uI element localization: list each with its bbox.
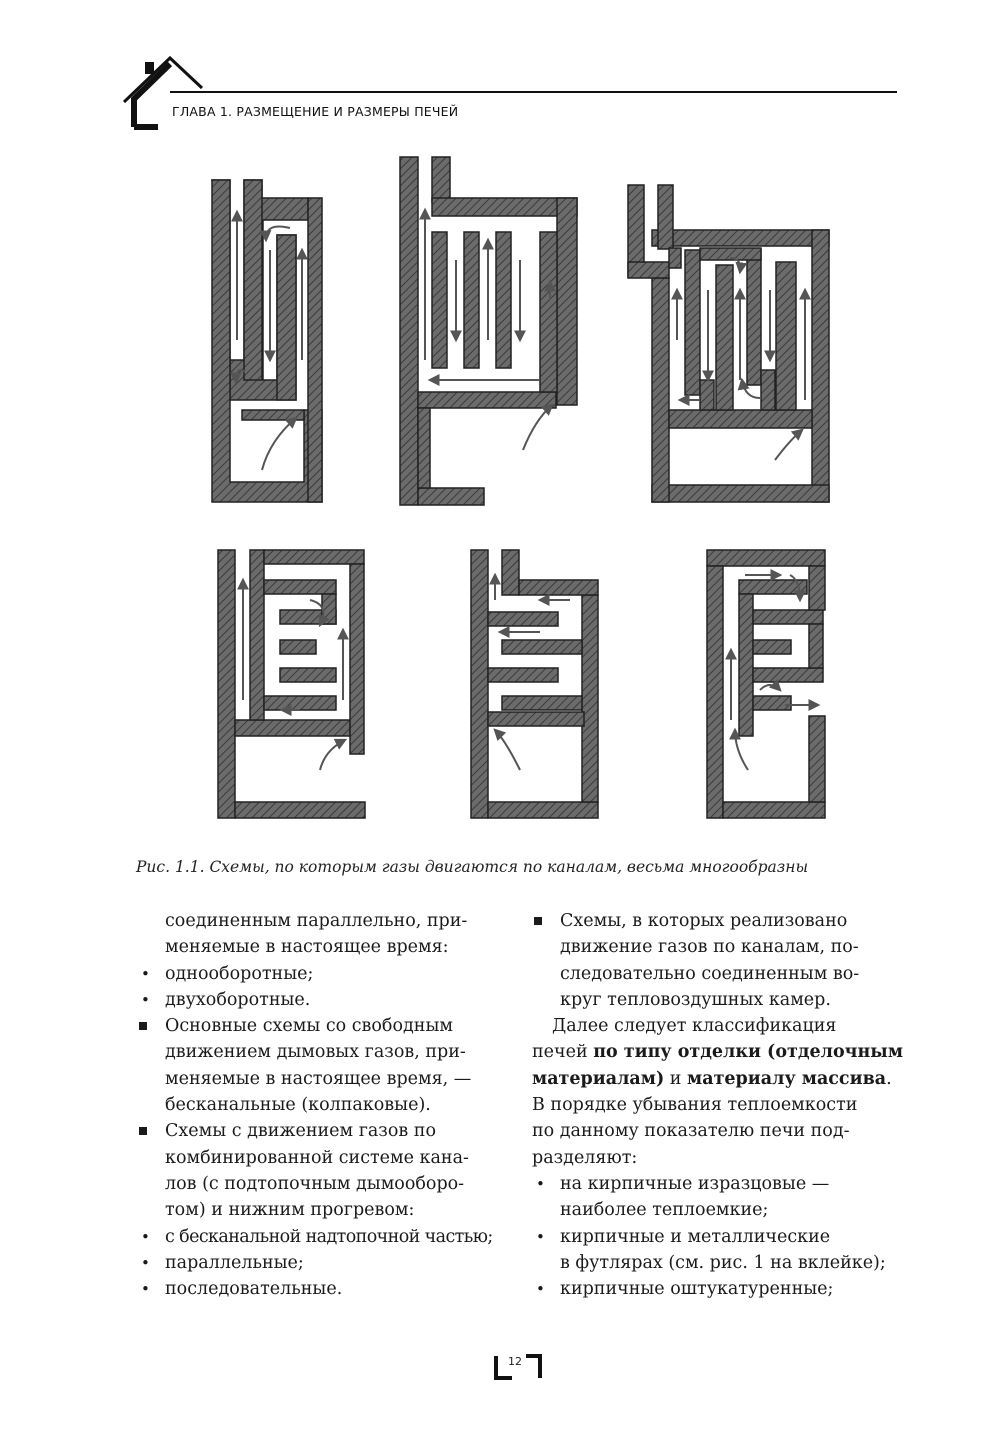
bullet-dot-icon: • xyxy=(141,990,150,1009)
list-item xyxy=(137,1092,507,1118)
text-line: меняемые в настоящее время, — xyxy=(165,1068,472,1089)
text-line: движением дымовых газов, при- xyxy=(165,1042,466,1063)
bullet-square-icon xyxy=(534,917,542,925)
text-line: следовательно соединенным во- xyxy=(560,963,860,984)
bullet-dot-icon: • xyxy=(141,1280,150,1299)
bold-text: материалу массива xyxy=(687,1068,887,1089)
bullet-dot-icon: • xyxy=(536,1174,545,1193)
list-item xyxy=(137,908,507,934)
figure-caption: Рис. 1.1. Схемы, по которым газы двигаются по каналам, весьма многообразны xyxy=(136,858,809,876)
bullet-dot-icon: • xyxy=(536,1227,545,1246)
list-item xyxy=(532,1224,912,1250)
text-line: комбинированной системе кана- xyxy=(165,1147,469,1168)
text-line: лов (с подтопочным дымооборо- xyxy=(165,1173,465,1194)
paragraph-first-line: Далее следует классификация xyxy=(552,1016,837,1037)
text-line: кирпичные оштукатуренные; xyxy=(560,1279,834,1300)
bullet-dot-icon: • xyxy=(141,964,150,983)
text-line: том) и нижним прогревом: xyxy=(165,1200,415,1221)
text-line: соединенным параллельно, при- xyxy=(165,911,468,931)
text-line: на кирпичные изразцовые — xyxy=(560,1173,830,1194)
paragraph-line xyxy=(532,1039,912,1065)
text-line: однооборотные; xyxy=(165,963,314,984)
text-span: печей xyxy=(532,1042,594,1063)
list-item xyxy=(532,908,912,934)
list-item xyxy=(137,1197,507,1223)
text-line: бесканальные (колпаковые). xyxy=(165,1095,431,1116)
bullet-square-icon xyxy=(139,1127,147,1135)
right-column xyxy=(532,908,912,1302)
paragraph-line: В порядке убывания теплоемкости xyxy=(532,1095,858,1116)
list-item xyxy=(137,1145,507,1171)
list-item xyxy=(137,1276,507,1302)
paragraph-line xyxy=(532,1066,912,1092)
scheme-5 xyxy=(471,550,598,818)
list-item xyxy=(137,1039,507,1065)
list-item xyxy=(137,1171,507,1197)
list-item xyxy=(137,987,507,1013)
bullet-square-icon xyxy=(139,1022,147,1030)
text-line: Схемы с движением газов по xyxy=(165,1121,436,1142)
text-line: меняемые в настоящее время: xyxy=(165,937,449,958)
list-item xyxy=(137,934,507,960)
list-item xyxy=(137,1118,507,1144)
text-span: . xyxy=(886,1068,892,1089)
text-line: кирпичные и металлические xyxy=(560,1226,831,1247)
text-line: движение газов по каналам, по- xyxy=(560,937,859,958)
bullet-dot-icon: • xyxy=(141,1253,150,1272)
list-item xyxy=(137,1066,507,1092)
list-item xyxy=(137,1013,507,1039)
text-line: Основные схемы со свободным xyxy=(165,1016,453,1037)
text-line: наиболее теплоемкие; xyxy=(560,1200,769,1221)
chapter-title: ГЛАВА 1. РАЗМЕЩЕНИЕ И РАЗМЕРЫ ПЕЧЕЙ xyxy=(172,104,459,119)
list-item xyxy=(137,1250,507,1276)
list-item xyxy=(137,1224,507,1250)
list-item xyxy=(137,961,507,987)
scheme-3 xyxy=(628,185,829,502)
text-line: последовательные. xyxy=(165,1279,343,1300)
bold-text: по типу отделки (отделочным xyxy=(593,1042,904,1063)
bullet-dot-icon: • xyxy=(141,1227,150,1246)
bullet-dot-icon: • xyxy=(536,1280,545,1299)
text-span: и xyxy=(664,1068,688,1089)
page-number-text: 12 xyxy=(508,1355,522,1368)
list-item xyxy=(532,1171,912,1197)
text-line: двухоборотные. xyxy=(165,989,311,1010)
text-line: параллельные; xyxy=(165,1252,304,1273)
text-line: в футлярах (см. рис. 1 на вклейке); xyxy=(560,1252,886,1273)
text-line: Схемы, в которых реализовано xyxy=(560,911,848,931)
text-line: круг тепловоздушных камер. xyxy=(560,989,831,1010)
text-line: с бесканальной надтопочной частью; xyxy=(165,1226,493,1247)
paragraph-line: разделяют: xyxy=(532,1147,638,1168)
paragraph-line: по данному показателю печи под- xyxy=(532,1121,850,1142)
scheme-6 xyxy=(707,550,825,818)
list-item xyxy=(532,1276,912,1302)
left-column xyxy=(137,908,507,1302)
page-number xyxy=(490,1352,546,1382)
bold-text: материалам) xyxy=(532,1068,665,1089)
